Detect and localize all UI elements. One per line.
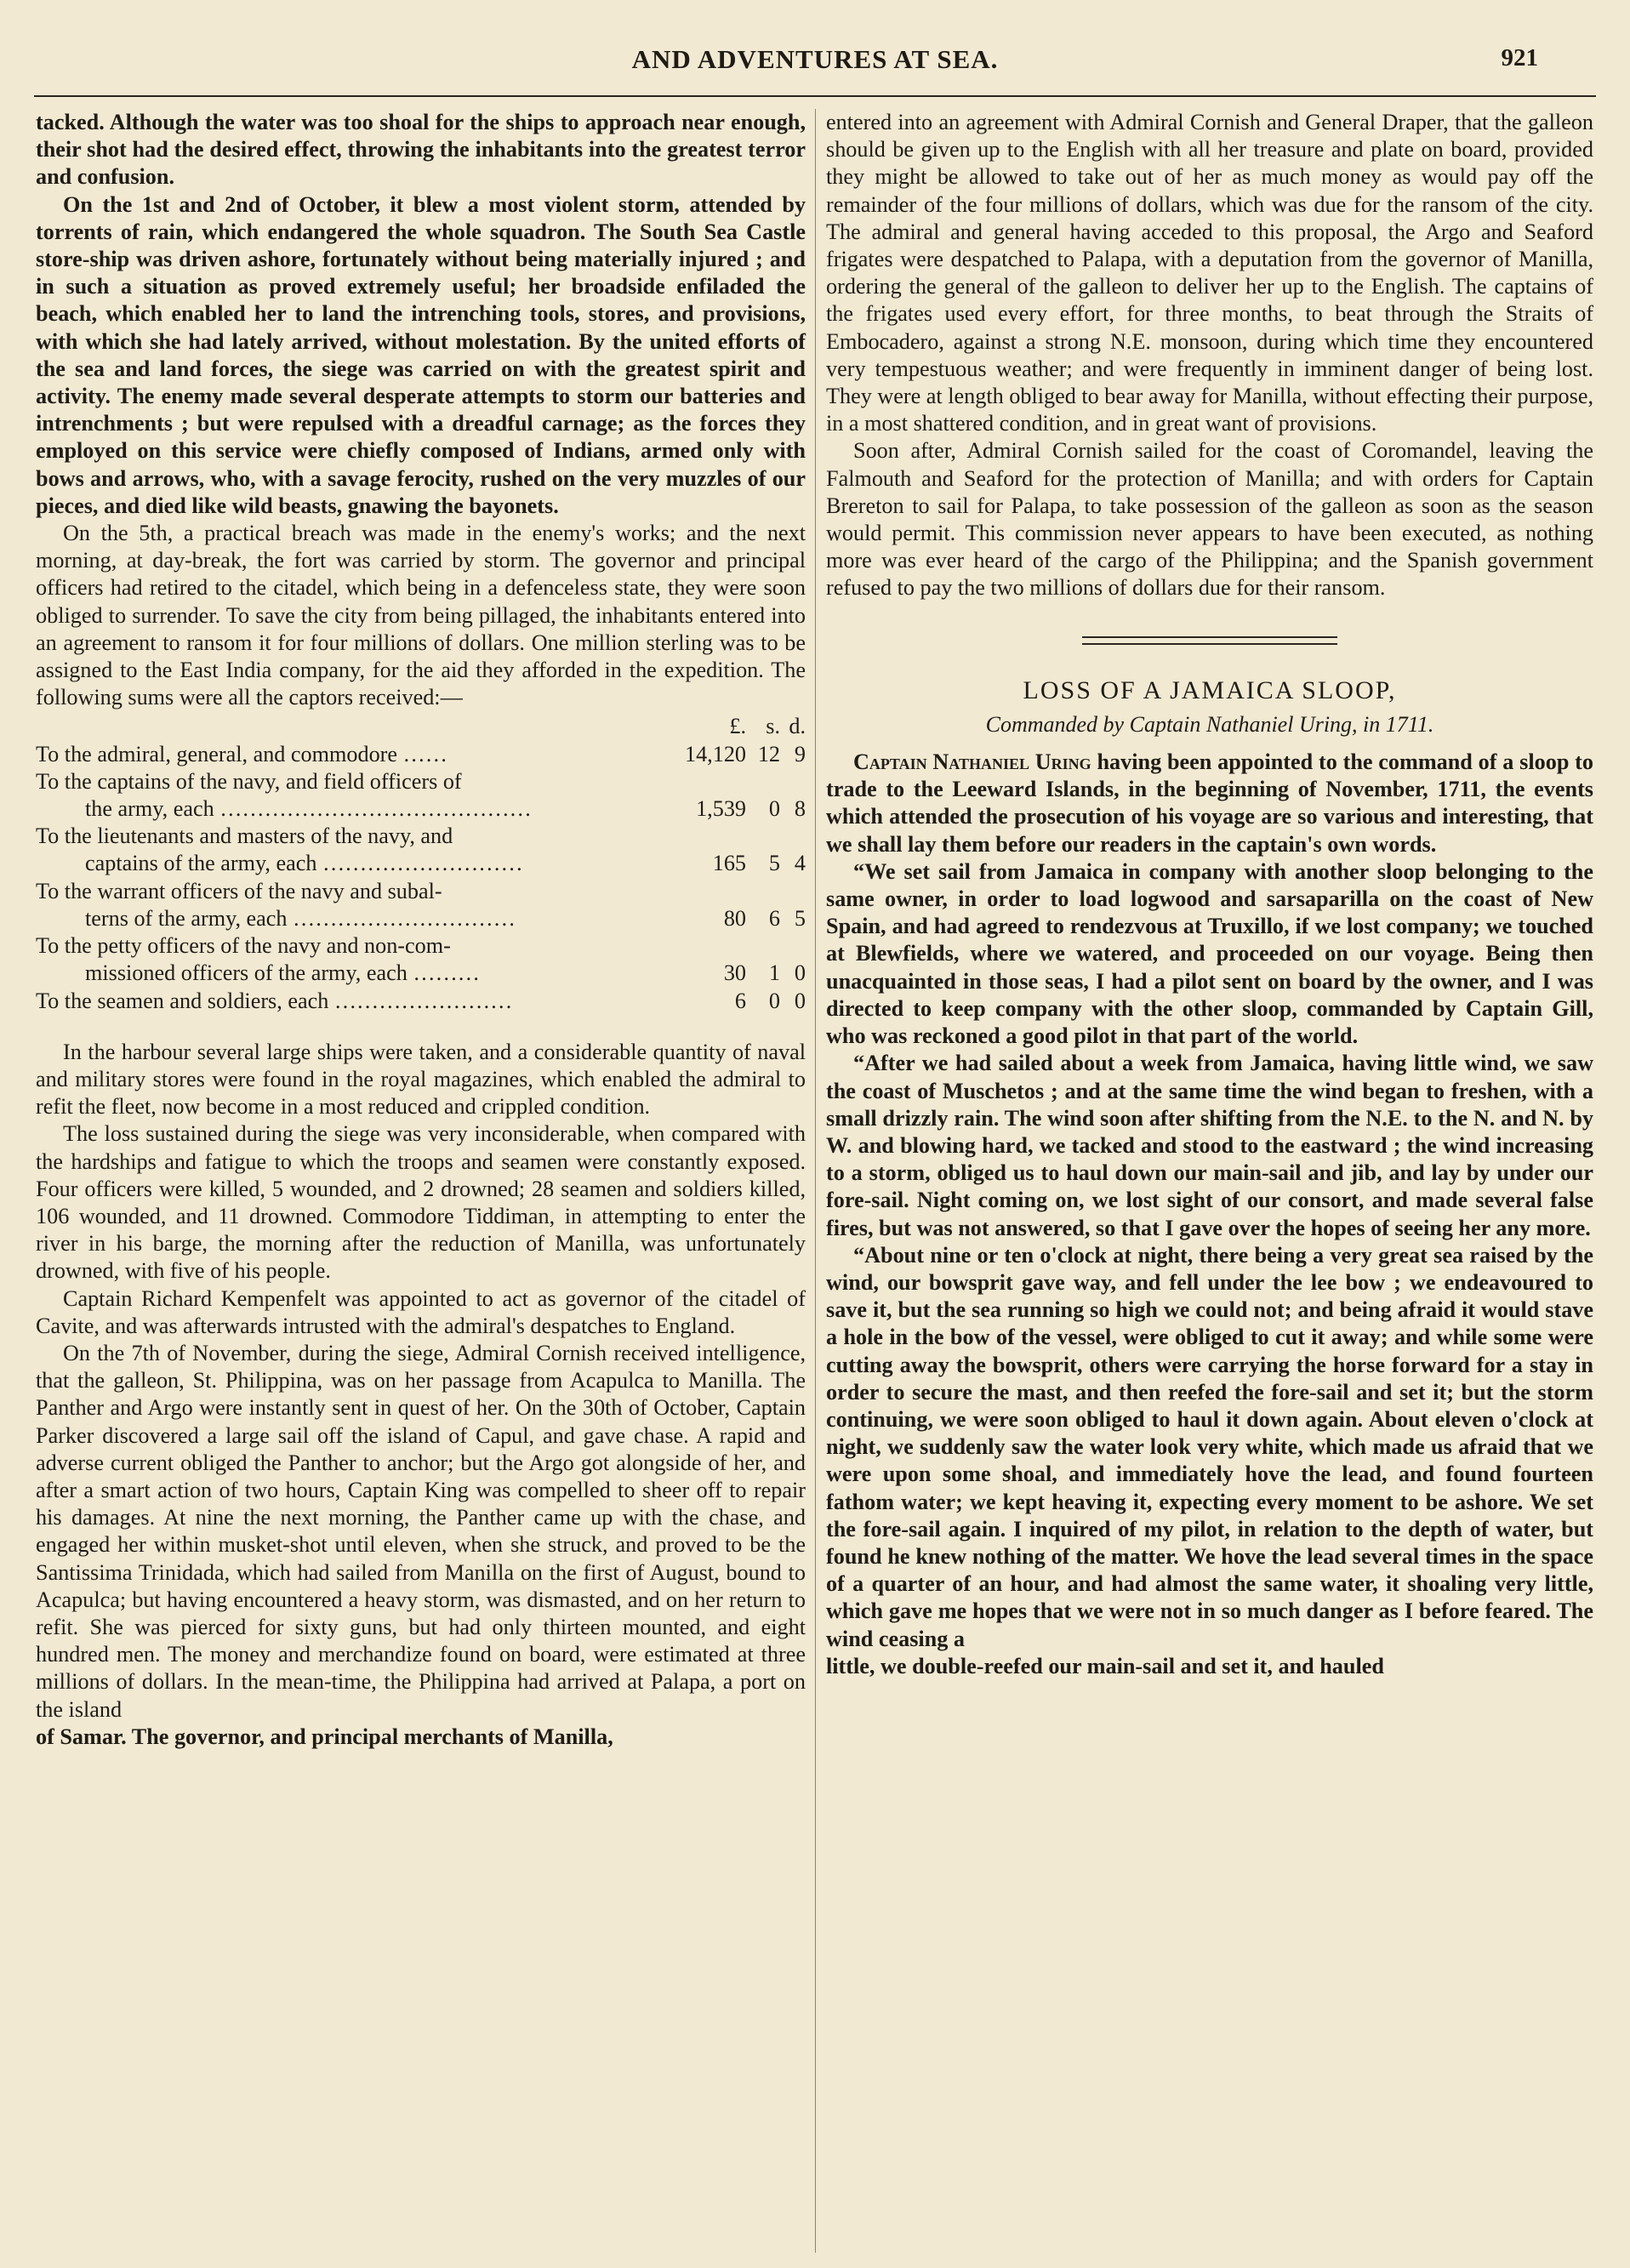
currency-header-pounds: £. bbox=[729, 714, 746, 739]
paragraph-last-line: of Samar. The governor, and principal merchants of Manilla, bbox=[36, 1724, 613, 1749]
paragraph bbox=[826, 749, 1593, 858]
cell-pence: 0 bbox=[794, 988, 806, 1013]
cell-shillings: 6 bbox=[768, 905, 780, 931]
paragraph: Captain Richard Kempenfelt was appointed to act as governor of the citadel of Cavite, and was afterwards intrusted with the admiral's despatches to England. bbox=[36, 1285, 806, 1338]
cell-pounds: 1,539 bbox=[696, 796, 746, 822]
cell-pence: 8 bbox=[794, 796, 806, 822]
cell-pounds: 80 bbox=[723, 905, 746, 931]
row-label-continued: the army, each …………………………………… bbox=[85, 796, 532, 822]
cell-shillings: 12 bbox=[757, 741, 780, 766]
table-row bbox=[36, 741, 806, 768]
cell-pence: 5 bbox=[794, 905, 806, 931]
paragraph: On the 7th of November, during the siege, Admiral Cornish received intelligence, that the galleon, St. Philippina, was on her passage from Acapulca to Manilla. The Panther and Argo were instantly sent in quest of her. On the 30th of October, Captain Parker discovered a large sail off the island of Capul, and gave chase. A rapid and adverse current obliged the Panther to anchor; but the Argo got alongside of her, and after a smart action of two hours, Captain King was compelled to sheer off to repair his damages. At nine the next morning, the Panther came up with the chase, and engaged her within musket-shot until eleven, when she struck, and proved to be the Santissima Trinidada, which had sailed from Manilla on the first of August, bound to Acapulca; but having encountered a heavy storm, was dismasted, and on her return to refit. She was pierced for sixty guns, but had only thirteen mounted, and eight hundred men. The money and merchandize found on board, were estimated at three millions of dollars. In the mean-time, the Philippina had arrived at Palapa, a port on the island bbox=[36, 1340, 806, 1722]
column-divider bbox=[815, 109, 816, 2253]
cell-pence: 9 bbox=[794, 741, 806, 766]
cell-shillings: 0 bbox=[768, 988, 780, 1013]
cell-pounds: 30 bbox=[723, 960, 746, 986]
cell-pence: 4 bbox=[794, 851, 806, 876]
right-column bbox=[826, 109, 1593, 1680]
table-row bbox=[36, 878, 806, 932]
paragraph: On the 1st and 2nd of October, it blew a most violent storm, attended by torrents of rain, which endangered the whole squadron. The South Sea Castle store-ship was driven ashore, fortunately without being materially injured ; and in such a situation as proved extremely useful; her broadside enfiladed the beach, which enabled her to land the intrenching tools, stores, and provisions, with which she had lately arrived, without molestation. By the united efforts of the sea and land forces, the siege was carried on with the greatest spirit and activity. The enemy made several desperate attempts to storm our batteries and intrenchments ; but were repulsed with a dreadful carnage; as the forces they employed on this service were chiefly composed of Indians, armed only with bows and arrows, who, with a savage ferocity, rushed on the very muzzles of our pieces, and died like wild beasts, gnawing the bayonets. bbox=[36, 191, 806, 518]
left-column bbox=[36, 109, 806, 1751]
cell-pounds: 165 bbox=[712, 851, 746, 876]
lead-name: Captain Nathaniel Uring bbox=[853, 749, 1091, 775]
section-separator bbox=[1082, 636, 1337, 645]
row-label: To the seamen and soldiers, each …………………… bbox=[36, 988, 513, 1013]
paragraph: “About nine or ten o'clock at night, there being a very great sea raised by the wind, our bowsprit gave way, and fell under the lee bow ; we endeavoured to save it, but the sea running so high we could not; and being afraid it would stave a hole in the bow of the vessel, were obliged to cut it away; and while some were cutting away the bowsprit, others were carrying the horse forward for a stay in order to secure the mast, and then reefed the fore-sail and set it; but the storm continuing, we were soon obliged to haul it down again. About eleven o'clock at night, we suddenly saw the water look very white, which made us afraid that we were upon some shoal, and immediately hove the lead, and found fourteen fathom water; we kept heaving it, expecting every moment to be ashore. We set the fore-sail again. I inquired of my pilot, in relation to the depth of water, but found he knew nothing of the matter. We hove the lead several times in the space of a quarter of an hour, and had almost the same water, it shoaling very little, which gave me hopes that we were not in so much danger as I before feared. The wind ceasing a bbox=[826, 1242, 1593, 1651]
paragraph: entered into an agreement with Admiral Cornish and General Draper, that the galleon should be given up to the English with all her treasure and plate on board, provided they might be allowed to take out of her as much money as would pay off the remainder of the four millions of dollars, which was due for the ransom of the city. The admiral and general having acceded to this proposal, the Argo and Seaford frigates were despatched to Palapa, with a deputation from the governor of Manilla, ordering the general of the galleon to deliver her up to the English. The captains of the frigates used every effort, for three months, to beat through the Straits of Embocadero, against a strong N.E. monsoon, during which time they encountered very tempestuous weather; and were frequently in imminent danger of being lost. They were at length obliged to bear away for Manilla, without effecting their purpose, in a most shattered condition, and in great want of provisions. bbox=[826, 110, 1593, 436]
table-row bbox=[36, 988, 806, 1015]
paragraph: The loss sustained during the siege was very inconsiderable, when compared with the hardships and fatigue to which the troops and seamen were constantly exposed. Four officers were killed, 5 wounded, and 2 drowned; 28 seamen and soldiers killed, 106 wounded, and 11 drowned. Commodore Tiddiman, in attempting to enter the river in his barge, the morning after the reduction of Manilla, was unfortunately drowned, with five of his people. bbox=[36, 1121, 806, 1284]
row-label: To the captains of the navy, and field officers of bbox=[36, 768, 462, 794]
row-label-continued: missioned officers of the army, each ……… bbox=[85, 960, 480, 986]
paragraph: tacked. Although the water was too shoal for the ships to approach near enough, their shot had the desired effect, throwing the inhabitants into the greatest terror and confusion. bbox=[36, 110, 806, 190]
prize-money-table bbox=[36, 713, 806, 1014]
page-number: 921 bbox=[1501, 44, 1538, 71]
row-label-continued: terns of the army, each ………………………… bbox=[85, 905, 516, 931]
header-rule bbox=[34, 95, 1596, 97]
section-title: LOSS OF A JAMAICA SLOOP, bbox=[1023, 675, 1397, 704]
paragraph: Soon after, Admiral Cornish sailed for the coast of Coromandel, leaving the Falmouth and Seaford for the protection of Manilla; and with orders for Captain Brereton to sail for Palapa, to take possession of the galleon as soon as the season would permit. This commission never appears to have been executed, as nothing more was ever heard of the cargo of the Philippina; and the Spanish government refused to pay the two millions of dollars due for their ransom. bbox=[826, 438, 1593, 601]
table-row bbox=[36, 768, 806, 823]
section-subtitle: Commanded by Captain Nathaniel Uring, in 1711. bbox=[985, 711, 1434, 737]
cell-pounds: 6 bbox=[734, 988, 746, 1013]
currency-header-shillings: s. bbox=[766, 714, 780, 739]
paragraph-last-line: little, we double-reefed our main-sail and set it, and hauled bbox=[826, 1653, 1384, 1678]
cell-shillings: 5 bbox=[768, 851, 780, 876]
table-header-row bbox=[36, 713, 806, 740]
row-label: To the warrant officers of the navy and subal- bbox=[36, 878, 442, 903]
cell-shillings: 1 bbox=[768, 960, 780, 986]
cell-shillings: 0 bbox=[768, 796, 780, 822]
cell-pence: 0 bbox=[794, 960, 806, 986]
row-label: To the admiral, general, and commodore …… bbox=[36, 741, 447, 766]
paragraph: “We set sail from Jamaica in company with another sloop belonging to the same owner, in order to load logwood and sarsaparilla on the coast of New Spain, and had agreed to rendezvous at Truxillo, if we lost company; we touched at Blewfields, where we watered, and proceeded on our voyage. Being then unacquainted in those seas, I had a pilot sent on board by the owner, and I was directed to keep company with the other sloop, commanded by Captain Gill, who was reckoned a good pilot in that part of the world. bbox=[826, 858, 1593, 1049]
cell-pounds: 14,120 bbox=[684, 741, 746, 766]
page-header bbox=[34, 44, 1596, 78]
row-label-continued: captains of the army, each ……………………… bbox=[85, 851, 523, 876]
currency-header-pence: d. bbox=[789, 714, 806, 739]
row-label: To the lieutenants and masters of the navy, and bbox=[36, 823, 453, 849]
table-row bbox=[36, 823, 806, 877]
paragraph: In the harbour several large ships were taken, and a considerable quantity of naval and military stores were found in the royal magazines, which enabled the admiral to refit the fleet, now become in a most reduced and crippled condition. bbox=[36, 1039, 806, 1120]
paragraph: “After we had sailed about a week from Jamaica, having little wind, we saw the coast of Muschetos ; and at the same time the wind began to freshen, with a small drizzly rain. The wind soon after shifting from the N.E. to the N. and N. by W. and blowing hard, we tacked and stood to the eastward ; the wind increasing to a storm, obliged us to haul down our main-sail and jib, and lay by under our fore-sail. Night coming on, we lost sight of our consort, and made several false fires, but was not answered, so that I gave over the hopes of seeing her any more. bbox=[826, 1051, 1593, 1240]
row-label: To the petty officers of the navy and non-com- bbox=[36, 933, 451, 959]
paragraph: On the 5th, a practical breach was made in the enemy's works; and the next morning, at day-break, the fort was carried by storm. The governor and principal officers had retired to the citadel, which being in a defenceless state, they were soon obliged to surrender. To save the city from being pillaged, the inhabitants entered into an agreement to ransom it for four millions of dollars. One million sterling was to be assigned to the East India company, for the aid they afforded in the expedition. The following sums were all the captors received:— bbox=[36, 521, 806, 710]
running-title: AND ADVENTURES AT SEA. bbox=[631, 44, 999, 74]
paragraph-body: having been appointed to the command of a sloop to trade to the Leeward Islands, in the beginning of November, 1711, the events which attended the prosecution of his voyage are so various and interesting, that we shall lay them before our readers in the captain's own words. bbox=[826, 749, 1593, 857]
table-row bbox=[36, 932, 806, 987]
